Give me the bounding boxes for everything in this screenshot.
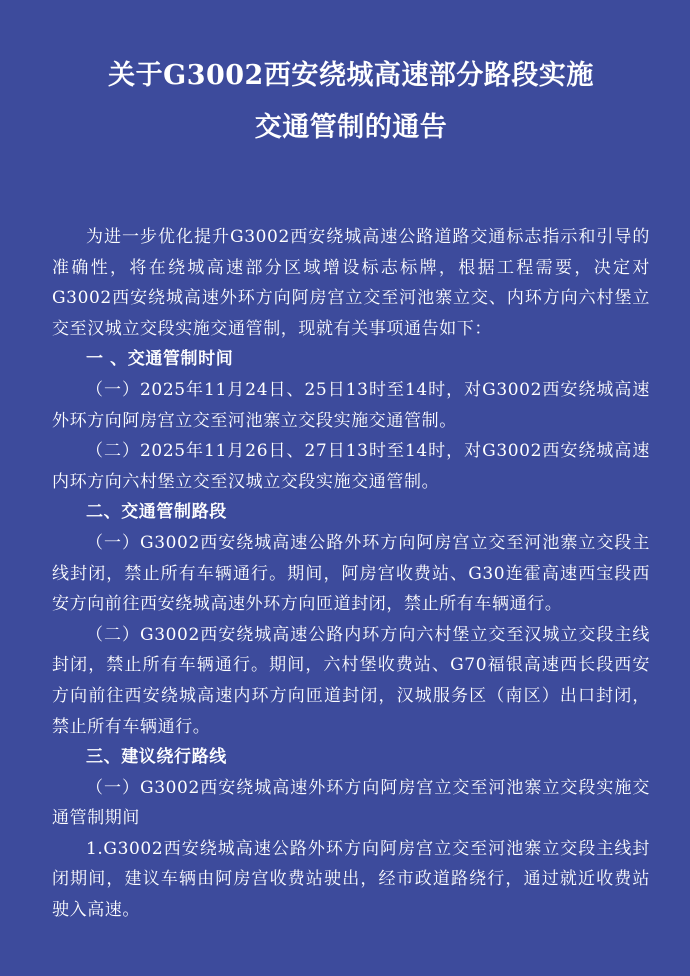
intro-paragraph: 为进一步优化提升G3002西安绕城高速公路道路交通标志指示和引导的准确性，将在绕城高速部分区域增设标志标牌，根据工程需要，决定对G3002西安绕城高速外环方向阿房宫立交至河池寨立交、内环方向六村堡立交至汉城立交段实施交通管制，现就有关事项通告如下：: [52, 227, 650, 339]
detour-item-2: 1.G3002西安绕城高速公路外环方向阿房宫立交至河池寨立交段主线封闭期间，建议车辆由阿房宫收费站驶出，经市政道路绕行，通过就近收费站驶入高速。: [52, 838, 650, 921]
title-line-1: 关于G3002西安绕城高速部分路段实施: [108, 60, 594, 91]
section-heading-control-time: 一 、交通管制时间: [86, 349, 234, 370]
detour-item-1: （一）G3002西安绕城高速外环方向阿房宫立交至河池寨立交段实施交通管制期间: [52, 777, 650, 829]
control-time-item-1: （一）2025年11月24日、25日13时至14时，对G3002西安绕城高速外环方向阿房宫立交至河池寨立交段实施交通管制。: [52, 379, 650, 431]
notice-title: [52, 0, 650, 154]
section-heading-detour-routes: 三、建议绕行路线: [86, 747, 227, 768]
title-line-2: 交通管制的通告: [254, 112, 448, 143]
control-time-item-2: （二）2025年11月26日、27日13时至14时，对G3002西安绕城高速内环方向六村堡立交至汉城立交段实施交通管制。: [52, 441, 650, 492]
control-road-item-1: （一）G3002西安绕城高速公路外环方向阿房宫立交至河池寨立交段主线封闭，禁止所有车辆通行。期间，阿房宫收费站、G30连霍高速西宝段西安方向前往西安绕城高速外环方向匝道封闭，禁止所有车辆通行。: [52, 532, 650, 615]
section-heading-control-roads: 二、交通管制路段: [86, 502, 227, 523]
control-road-item-2: （二）G3002西安绕城高速公路内环方向六村堡立交至汉城立交段主线封闭，禁止所有车辆通行。期间，六村堡收费站、G70福银高速西长段西安方向前往西安绕城高速内环方向匝道封闭，汉城服务区（南区）出口封闭，禁止所有车辆通行。: [52, 624, 650, 737]
notice-body: [52, 222, 650, 926]
